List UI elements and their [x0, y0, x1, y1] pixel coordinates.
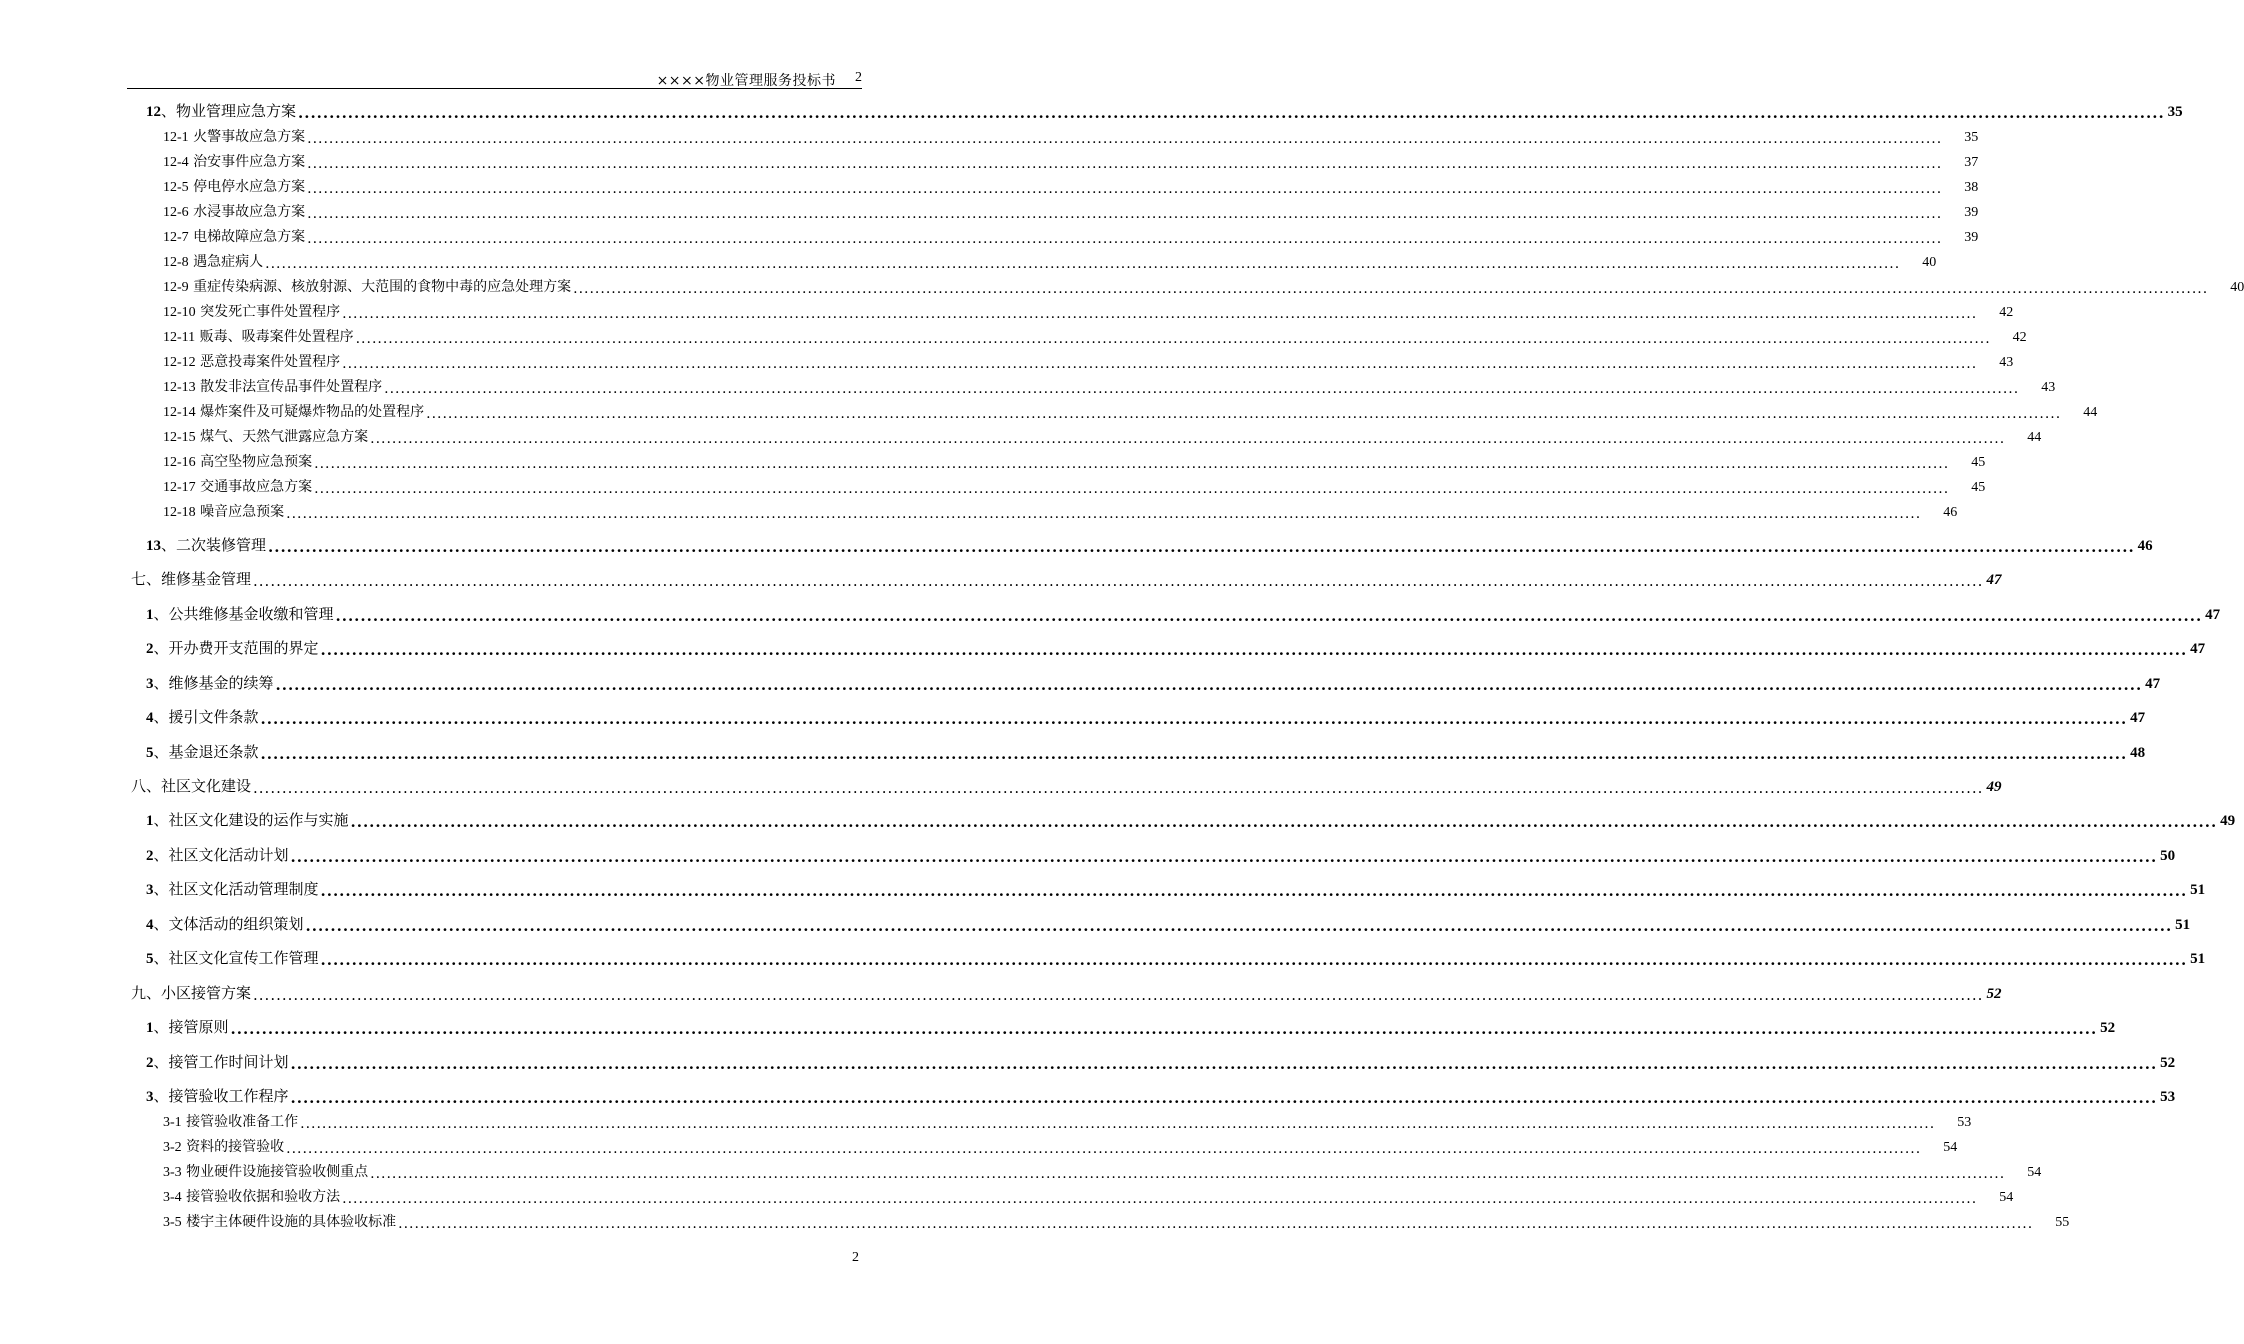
toc-entry-index: 12: [146, 104, 161, 120]
toc-entry-text: 八、社区文化建设: [131, 777, 252, 795]
toc-entry-index: 3-5: [163, 1215, 182, 1230]
toc-page-number: 43: [1999, 355, 2014, 370]
toc-entry-label: [163, 1111, 298, 1131]
toc-entry-text: 九、小区接管方案: [131, 984, 252, 1002]
toc-subsection-entry[interactable]: [163, 1209, 2070, 1232]
toc-dot-leader: ............................................................................................................................................................................................................................................................................................................: [253, 572, 1984, 590]
toc-section-entry[interactable]: [146, 946, 2206, 969]
toc-entry-label: [163, 426, 368, 446]
toc-dot-leader: ............................................................................................................................................................................................................................................................................................................: [350, 813, 2218, 831]
toc-entry-index: 12-4: [163, 155, 189, 170]
toc-entry-text: 七、维修基金管理: [131, 570, 252, 588]
toc-entry-index: 3: [146, 882, 154, 898]
toc-section-entry[interactable]: [146, 1015, 2116, 1038]
toc-entry-index: 3-1: [163, 1115, 182, 1130]
toc-entry-index: 2: [146, 1055, 154, 1071]
toc-section-entry[interactable]: [146, 671, 2161, 694]
toc-subsection-entry[interactable]: [163, 149, 1979, 172]
toc-page-number: 42: [1999, 305, 2014, 320]
toc-section-entry[interactable]: [146, 740, 2146, 763]
toc-page-number: 47: [2190, 641, 2206, 657]
toc-dot-leader: ............................................................................................................................................................................................................................................................................................................: [307, 206, 1943, 222]
toc-entry-text: 接管验收准备工作: [181, 1114, 299, 1130]
toc-entry-text: 、基金退还条款: [153, 743, 259, 761]
toc-section-entry[interactable]: [146, 912, 2191, 935]
toc-entry-index: 4: [146, 917, 154, 933]
toc-page-number: 40: [2230, 280, 2244, 295]
toc-entry-text: 、公共维修基金收缴和管理: [153, 605, 334, 623]
toc-page-number: 39: [1964, 205, 1979, 220]
toc-dot-leader: ............................................................................................................................................................................................................................................................................................................: [260, 745, 2128, 763]
toc-subsection-entry[interactable]: [163, 224, 1979, 247]
toc-entry-index: 3-2: [163, 1140, 182, 1155]
toc-dot-leader: ............................................................................................................................................................................................................................................................................................................: [230, 1020, 2098, 1038]
toc-entry-index: 4: [146, 710, 154, 726]
toc-entry-text: 煤气、天然气泄露应急方案: [195, 429, 369, 445]
toc-entry-label: [146, 637, 319, 658]
toc-entry-text: 、社区文化活动计划: [153, 846, 289, 864]
toc-section-entry[interactable]: [146, 533, 2153, 556]
toc-page-number: 49: [1986, 779, 2002, 795]
toc-page-number: 53: [1957, 1115, 1972, 1130]
toc-entry-index: 12-9: [163, 280, 189, 295]
toc-entry-text: 交通事故应急方案: [195, 479, 313, 495]
toc-entry-text: 遇急症病人: [188, 254, 264, 270]
toc-entry-label: [163, 301, 340, 321]
footer-page-number: 2: [852, 1250, 859, 1265]
toc-entry-index: 12-16: [163, 455, 196, 470]
toc-page-number: 44: [2083, 405, 2098, 420]
toc-entry-text: 、援引文件条款: [153, 708, 259, 726]
toc-dot-leader: ............................................................................................................................................................................................................................................................................................................: [342, 356, 1978, 372]
toc-entry-index: 1: [146, 607, 154, 623]
toc-section-entry[interactable]: [146, 636, 2206, 659]
toc-page-number: 43: [2041, 380, 2056, 395]
toc-dot-leader: ............................................................................................................................................................................................................................................................................................................: [573, 281, 2209, 297]
toc-entry-index: 12-5: [163, 180, 189, 195]
toc-entry-text: 物业硬件设施接管验收侧重点: [181, 1164, 369, 1180]
toc-dot-leader: ............................................................................................................................................................................................................................................................................................................: [307, 231, 1943, 247]
toc-entry-text: 、接管验收工作程序: [153, 1087, 289, 1105]
toc-entry-index: 2: [146, 848, 154, 864]
toc-page-number: 51: [2190, 951, 2206, 967]
toc-entry-label: [163, 1211, 396, 1231]
toc-entry-label: [163, 501, 284, 521]
toc-entry-text: 接管验收依据和验收方法: [181, 1189, 341, 1205]
toc-chapter-entry[interactable]: [131, 774, 2002, 797]
toc-section-entry[interactable]: [146, 602, 2221, 625]
toc-entry-label: [146, 809, 349, 830]
toc-subsection-entry[interactable]: [163, 1109, 1972, 1132]
toc-dot-leader: ............................................................................................................................................................................................................................................................................................................: [268, 538, 2135, 556]
toc-dot-leader: ............................................................................................................................................................................................................................................................................................................: [307, 181, 1943, 197]
toc-entry-text: 、文体活动的组织策划: [153, 915, 304, 933]
toc-subsection-entry[interactable]: [163, 174, 1979, 197]
toc-subsection-entry[interactable]: [163, 1159, 2042, 1182]
toc-page-number: 49: [2220, 813, 2236, 829]
toc-dot-leader: ............................................................................................................................................................................................................................................................................................................: [300, 1116, 1936, 1132]
toc-entry-index: 12-13: [163, 380, 196, 395]
toc-page-number: 50: [2160, 848, 2176, 864]
toc-subsection-entry[interactable]: [163, 1134, 1958, 1157]
toc-page-number: 46: [2137, 538, 2153, 554]
toc-entry-label: [163, 376, 382, 396]
toc-entry-text: 资料的接管验收: [181, 1139, 285, 1155]
toc-page-number: 54: [1943, 1140, 1958, 1155]
toc-page-number: 40: [1922, 255, 1937, 270]
toc-dot-leader: ............................................................................................................................................................................................................................................................................................................: [426, 406, 2062, 422]
toc-dot-leader: ............................................................................................................................................................................................................................................................................................................: [320, 951, 2188, 969]
toc-dot-leader: ............................................................................................................................................................................................................................................................................................................: [307, 131, 1943, 147]
toc-dot-leader: ............................................................................................................................................................................................................................................................................................................: [370, 1166, 2006, 1182]
toc-page-number: 54: [2027, 1165, 2042, 1180]
toc-page-number: 45: [1971, 455, 1986, 470]
toc-entry-index: 3-4: [163, 1190, 182, 1205]
toc-page-number: 52: [1986, 986, 2002, 1002]
toc-entry-label: [131, 568, 251, 589]
toc-page-number: 44: [2027, 430, 2042, 445]
toc-entry-label: [163, 401, 424, 421]
toc-entry-index: 3: [146, 676, 154, 692]
toc-section-entry[interactable]: [146, 1050, 2176, 1073]
toc-page-number: 39: [1964, 230, 1979, 245]
toc-entry-label: [146, 100, 296, 121]
toc-entry-index: 5: [146, 745, 154, 761]
toc-entry-label: [163, 201, 305, 221]
toc-entry-text: 、社区文化宣传工作管理: [153, 949, 319, 967]
toc-dot-leader: ............................................................................................................................................................................................................................................................................................................: [398, 1216, 2034, 1232]
page-header: [127, 66, 862, 89]
toc-dot-leader: ............................................................................................................................................................................................................................................................................................................: [342, 306, 1978, 322]
toc-entry-text: 恶意投毒案件处置程序: [195, 354, 341, 370]
toc-dot-leader: ............................................................................................................................................................................................................................................................................................................: [307, 156, 1943, 172]
toc-entry-label: [163, 276, 571, 296]
toc-entry-index: 2: [146, 641, 154, 657]
toc-entry-label: [146, 878, 319, 899]
toc-entry-text: 、维修基金的续筹: [153, 674, 274, 692]
toc-dot-leader: ............................................................................................................................................................................................................................................................................................................: [384, 381, 2020, 397]
toc-dot-leader: ............................................................................................................................................................................................................................................................................................................: [342, 1191, 1978, 1207]
toc-entry-index: 13: [146, 538, 161, 554]
toc-entry-label: [146, 1016, 229, 1037]
toc-entry-label: [131, 982, 251, 1003]
toc-dot-leader: ............................................................................................................................................................................................................................................................................................................: [286, 1141, 1922, 1157]
toc-entry-text: 、二次装修管理: [161, 536, 267, 554]
toc-page-number: 35: [2167, 104, 2183, 120]
toc-chapter-entry[interactable]: [131, 981, 2002, 1004]
toc-entry-index: 12-11: [163, 330, 196, 345]
toc-entry-label: [163, 226, 305, 246]
toc-page-number: 52: [2160, 1055, 2176, 1071]
toc-subsection-entry[interactable]: [163, 199, 1979, 222]
toc-entry-text: 楼宇主体硬件设施的具体验收标准: [181, 1214, 397, 1230]
toc-dot-leader: ............................................................................................................................................................................................................................................................................................................: [286, 506, 1922, 522]
toc-dot-leader: ............................................................................................................................................................................................................................................................................................................: [290, 1089, 2158, 1107]
toc-dot-leader: ............................................................................................................................................................................................................................................................................................................: [290, 848, 2158, 866]
toc-page-number: 51: [2175, 917, 2191, 933]
toc-page-number: 35: [1964, 130, 1979, 145]
toc-entry-text: 重症传染病源、核放射源、大范围的食物中毒的应急处理方案: [188, 279, 572, 295]
toc-section-entry[interactable]: [146, 877, 2206, 900]
toc-entry-text: 噪音应急预案: [195, 504, 285, 520]
toc-entry-index: 12-12: [163, 355, 196, 370]
toc-entry-label: [163, 451, 312, 471]
toc-entry-index: 12-17: [163, 480, 196, 495]
toc-dot-leader: ............................................................................................................................................................................................................................................................................................................: [253, 986, 1984, 1004]
toc-entry-index: 3: [146, 1089, 154, 1105]
toc-dot-leader: ............................................................................................................................................................................................................................................................................................................: [275, 676, 2143, 694]
toc-entry-label: [146, 947, 319, 968]
toc-entry-label: [146, 706, 259, 727]
toc-dot-leader: ............................................................................................................................................................................................................................................................................................................: [314, 456, 1950, 472]
toc-entry-text: 、社区文化活动管理制度: [153, 880, 319, 898]
toc-entry-text: 、社区文化建设的运作与实施: [153, 811, 349, 829]
toc-entry-index: 12-10: [163, 305, 196, 320]
toc-section-entry[interactable]: [146, 843, 2176, 866]
toc-entry-index: 3-3: [163, 1165, 182, 1180]
toc-dot-leader: ............................................................................................................................................................................................................................................................................................................: [314, 481, 1950, 497]
toc-dot-leader: ............................................................................................................................................................................................................................................................................................................: [290, 1055, 2158, 1073]
toc-page-number: 47: [2205, 607, 2221, 623]
toc-entry-text: 电梯故障应急方案: [188, 229, 306, 245]
toc-entry-label: [163, 476, 312, 496]
toc-entry-text: 水浸事故应急方案: [188, 204, 306, 220]
toc-page-number: 37: [1964, 155, 1979, 170]
toc-section-entry[interactable]: [146, 99, 2183, 122]
toc-subsection-entry[interactable]: [163, 324, 2027, 347]
toc-entry-text: 、接管工作时间计划: [153, 1053, 289, 1071]
toc-subsection-entry[interactable]: [163, 499, 1958, 522]
toc-chapter-entry[interactable]: [131, 567, 2002, 590]
toc-subsection-entry[interactable]: [163, 349, 2014, 372]
toc-subsection-entry[interactable]: [163, 374, 2056, 397]
toc-page-number: 47: [2130, 710, 2146, 726]
toc-page-number: 53: [2160, 1089, 2176, 1105]
toc-entry-text: 突发死亡事件处置程序: [195, 304, 341, 320]
toc-page-number: 47: [2145, 676, 2161, 692]
toc-entry-text: 贩毒、吸毒案件处置程序: [195, 329, 354, 345]
toc-entry-label: [146, 913, 304, 934]
header-title: ××××物业管理服务投标书: [656, 73, 836, 89]
toc-subsection-entry[interactable]: [163, 424, 2042, 447]
toc-subsection-entry[interactable]: [163, 474, 1986, 497]
toc-dot-leader: ............................................................................................................................................................................................................................................................................................................: [320, 882, 2188, 900]
toc-page-number: 55: [2055, 1215, 2070, 1230]
toc-entry-text: 停电停水应急方案: [188, 179, 306, 195]
toc-section-entry[interactable]: [146, 705, 2146, 728]
toc-page-number: 45: [1971, 480, 1986, 495]
toc-entry-index: 12-14: [163, 405, 196, 420]
toc-subsection-entry[interactable]: [163, 1184, 2014, 1207]
toc-entry-label: [163, 1161, 368, 1181]
toc-page-number: 47: [1986, 572, 2002, 588]
toc-entry-label: [163, 351, 340, 371]
toc-entry-label: [146, 534, 266, 555]
toc-entry-label: [163, 326, 354, 346]
toc-entry-label: [163, 1186, 340, 1206]
toc-subsection-entry[interactable]: [163, 249, 1937, 272]
toc-dot-leader: ............................................................................................................................................................................................................................................................................................................: [320, 641, 2188, 659]
toc-entry-index: 12-15: [163, 430, 196, 445]
toc-entry-index: 12-1: [163, 130, 189, 145]
toc-entry-text: 爆炸案件及可疑爆炸物品的处置程序: [195, 404, 425, 420]
toc-entry-text: 散发非法宣传品事件处置程序: [195, 379, 383, 395]
toc-entry-index: 12-8: [163, 255, 189, 270]
toc-subsection-entry[interactable]: [163, 299, 2014, 322]
toc-dot-leader: ............................................................................................................................................................................................................................................................................................................: [265, 256, 1901, 272]
toc-entry-label: [163, 151, 305, 171]
toc-entry-label: [131, 775, 251, 796]
toc-dot-leader: ............................................................................................................................................................................................................................................................................................................: [298, 104, 2165, 122]
toc-entry-label: [146, 1085, 289, 1106]
toc-subsection-entry[interactable]: [163, 399, 2098, 422]
toc-entry-label: [163, 126, 305, 146]
toc-subsection-entry[interactable]: [163, 124, 1979, 147]
toc-subsection-entry[interactable]: [163, 274, 2244, 297]
toc-entry-label: [163, 251, 263, 271]
toc-page-number: 38: [1964, 180, 1979, 195]
toc-dot-leader: ............................................................................................................................................................................................................................................................................................................: [370, 431, 2006, 447]
toc-dot-leader: ............................................................................................................................................................................................................................................................................................................: [253, 779, 1984, 797]
toc-entry-index: 1: [146, 1020, 154, 1036]
toc-entry-label: [146, 672, 274, 693]
toc-entry-text: 、物业管理应急方案: [161, 102, 297, 120]
toc-entry-label: [146, 741, 259, 762]
toc-dot-leader: ............................................................................................................................................................................................................................................................................................................: [335, 607, 2203, 625]
toc-entry-label: [146, 1051, 289, 1072]
toc-entry-index: 1: [146, 813, 154, 829]
toc-dot-leader: ............................................................................................................................................................................................................................................................................................................: [355, 331, 1991, 347]
toc-entry-label: [163, 1136, 284, 1156]
toc-entry-text: 、接管原则: [153, 1018, 229, 1036]
toc-page-number: 42: [2012, 330, 2027, 345]
toc-entry-index: 12-6: [163, 205, 189, 220]
toc-entry-index: 12-18: [163, 505, 196, 520]
toc-page-number: 51: [2190, 882, 2206, 898]
toc-entry-label: [146, 844, 289, 865]
toc-entry-text: 高空坠物应急预案: [195, 454, 313, 470]
toc-dot-leader: ............................................................................................................................................................................................................................................................................................................: [260, 710, 2128, 728]
toc-dot-leader: ............................................................................................................................................................................................................................................................................................................: [305, 917, 2173, 935]
toc-section-entry[interactable]: [146, 808, 2236, 831]
toc-entry-index: 5: [146, 951, 154, 967]
toc-subsection-entry[interactable]: [163, 449, 1986, 472]
toc-entry-label: [163, 176, 305, 196]
toc-entry-text: 、开办费开支范围的界定: [153, 639, 319, 657]
toc-section-entry[interactable]: [146, 1084, 2176, 1107]
toc-page-number: 52: [2100, 1020, 2116, 1036]
toc-entry-label: [146, 603, 334, 624]
toc-entry-text: 火警事故应急方案: [188, 129, 306, 145]
toc-entry-text: 治安事件应急方案: [188, 154, 306, 170]
toc-page-number: 54: [1999, 1190, 2014, 1205]
toc-entry-index: 12-7: [163, 230, 189, 245]
toc-page-number: 48: [2130, 745, 2146, 761]
header-page-number: 2: [855, 70, 862, 85]
toc-page-number: 46: [1943, 505, 1958, 520]
